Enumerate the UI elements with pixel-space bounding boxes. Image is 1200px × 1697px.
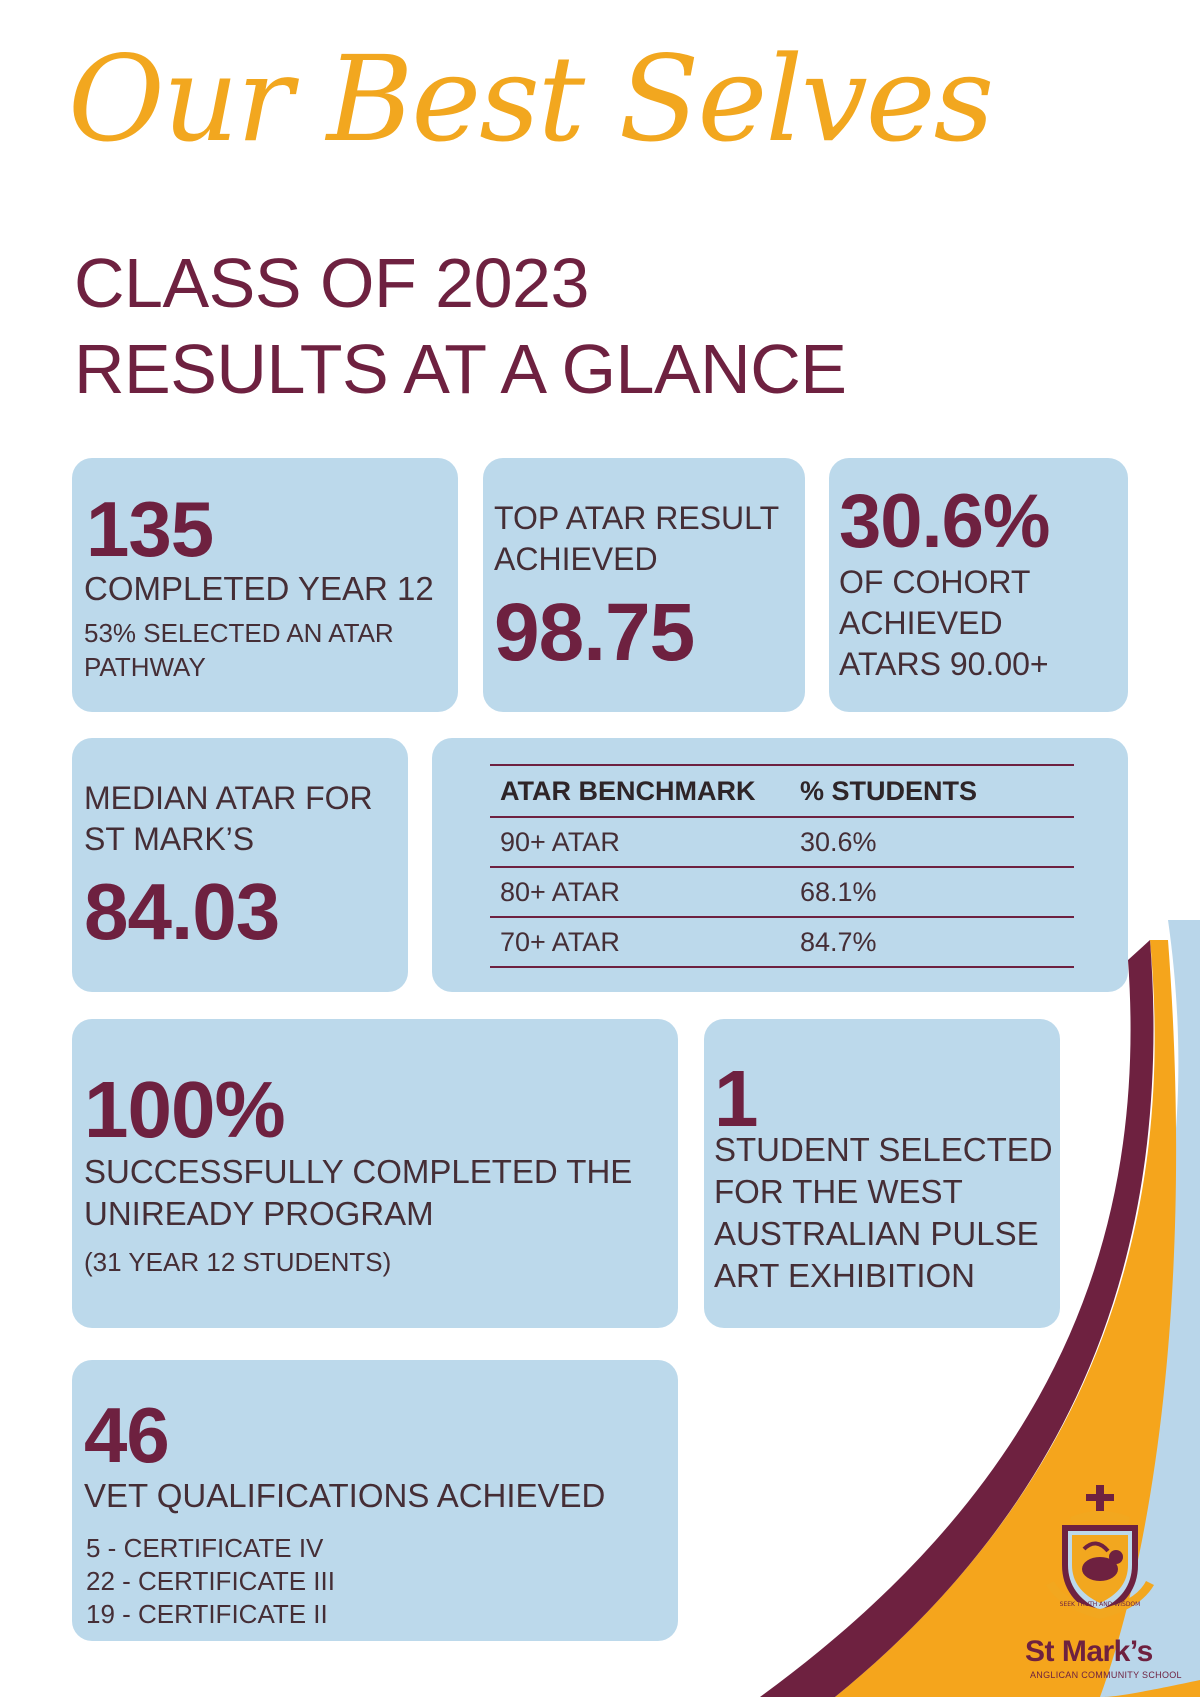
cohort-label-line-1: OF COHORT bbox=[839, 564, 1031, 600]
exhibition-label-line-3: AUSTRALIAN PULSE bbox=[714, 1215, 1039, 1252]
students-cell: 68.1% bbox=[790, 867, 1074, 917]
card-cohort-90-plus bbox=[829, 458, 1128, 712]
median-label-line-1: MEDIAN ATAR FOR bbox=[84, 780, 373, 816]
vet-count: 46 bbox=[84, 1391, 169, 1479]
card-vet-qualifications bbox=[72, 1360, 678, 1641]
exhibition-label-line-2: FOR THE WEST bbox=[714, 1173, 963, 1210]
benchmark-cell: 80+ ATAR bbox=[490, 867, 790, 917]
exhibition-label-line-1: STUDENT SELECTED bbox=[714, 1131, 1053, 1168]
card-completed-year-12 bbox=[72, 458, 458, 712]
cohort-label-line-3: ATARS 90.00+ bbox=[839, 646, 1049, 682]
completed-label: COMPLETED YEAR 12 bbox=[84, 570, 434, 607]
page-title bbox=[74, 240, 846, 412]
cohort-label-line-2: ACHIEVED bbox=[839, 605, 1003, 641]
vet-item: 5 - CERTIFICATE IV bbox=[86, 1533, 324, 1563]
atar-pathway-note-line-2: PATHWAY bbox=[84, 652, 206, 682]
school-subtitle: ANGLICAN COMMUNITY SCHOOL bbox=[1030, 1670, 1182, 1680]
atar-pathway-note-line-1: 53% SELECTED AN ATAR bbox=[84, 618, 394, 648]
uniready-label-line-2: UNIREADY PROGRAM bbox=[84, 1195, 434, 1232]
card-atar-benchmark-table bbox=[432, 738, 1128, 992]
cohort-percentage: 30.6% bbox=[839, 479, 1050, 564]
table-row bbox=[490, 917, 1074, 967]
table-row bbox=[490, 817, 1074, 867]
uniready-label-line-1: SUCCESSFULLY COMPLETED THE bbox=[84, 1153, 633, 1190]
benchmark-cell: 90+ ATAR bbox=[490, 817, 790, 867]
table-row bbox=[490, 867, 1074, 917]
card-uniready bbox=[72, 1019, 678, 1328]
card-art-exhibition bbox=[704, 1019, 1060, 1328]
script-title: Our Best Selves bbox=[68, 30, 993, 168]
median-label-line-2: ST MARK’S bbox=[84, 821, 255, 857]
uniready-percentage: 100% bbox=[84, 1065, 285, 1154]
title-line-1: CLASS OF 2023 bbox=[74, 244, 589, 322]
exhibition-count: 1 bbox=[714, 1054, 758, 1143]
top-atar-value: 98.75 bbox=[494, 587, 695, 678]
vet-item: 19 - CERTIFICATE II bbox=[86, 1599, 328, 1629]
completed-count: 135 bbox=[86, 485, 214, 573]
top-atar-label-line-1: TOP ATAR RESULT bbox=[494, 500, 780, 536]
column-header-benchmark: ATAR BENCHMARK bbox=[490, 765, 790, 817]
median-atar-value: 84.03 bbox=[84, 867, 280, 956]
vet-item: 22 - CERTIFICATE III bbox=[86, 1566, 335, 1596]
uniready-note: (31 YEAR 12 STUDENTS) bbox=[84, 1247, 392, 1277]
benchmark-cell: 70+ ATAR bbox=[490, 917, 790, 967]
table-header-row bbox=[490, 765, 1074, 817]
card-top-atar bbox=[483, 458, 805, 712]
vet-label: VET QUALIFICATIONS ACHIEVED bbox=[84, 1477, 606, 1514]
top-atar-label-line-2: ACHIEVED bbox=[494, 541, 658, 577]
school-name: St Mark’s bbox=[1025, 1635, 1153, 1668]
crest-motto-text: SEEK TRUTH AND WISDOM bbox=[1059, 1601, 1141, 1608]
school-crest-logo bbox=[1040, 1485, 1160, 1635]
students-cell: 84.7% bbox=[790, 917, 1074, 967]
column-header-students: % STUDENTS bbox=[790, 765, 1074, 817]
card-median-atar bbox=[72, 738, 408, 992]
atar-benchmark-table bbox=[490, 764, 1074, 968]
title-line-2: RESULTS AT A GLANCE bbox=[74, 330, 847, 408]
students-cell: 30.6% bbox=[790, 817, 1074, 867]
exhibition-label-line-4: ART EXHIBITION bbox=[714, 1257, 976, 1294]
